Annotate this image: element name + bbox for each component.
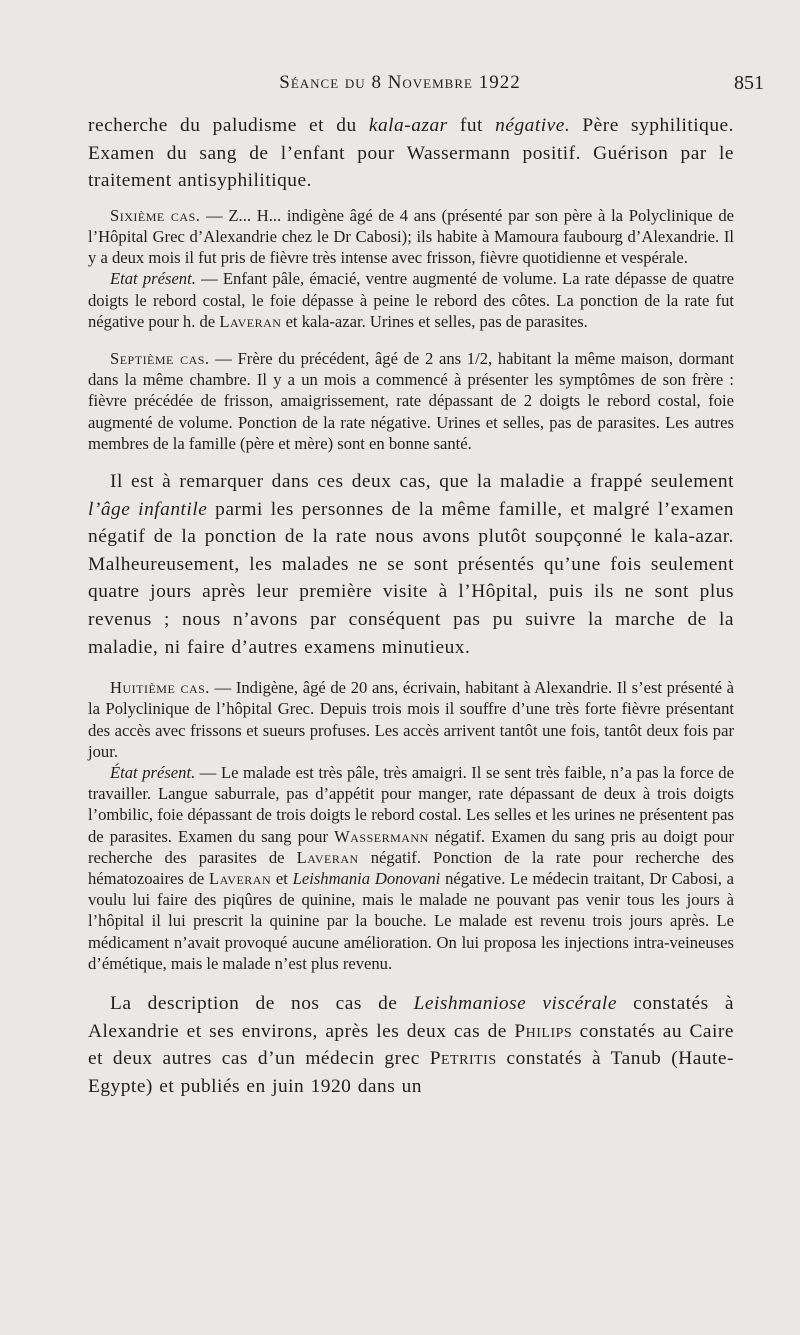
running-title: Séance du 8 Novembre 1922 [279, 72, 521, 93]
case-label: Sixième cas. [110, 205, 201, 225]
paragraph-description: La description de nos cas de Leishmaniose viscérale constatés à Alexandrie et ses environs, après les deux cas de Philips constatés au Caire et deux autres cas d’un médecin grec Petritis constatés à Tanub (Haute-Egypte) et publiés en juin 1920 dans un [88, 993, 735, 1097]
paragraph-kala-azar-conclusion: recherche du paludisme et du kala-azar fut négative. Père syphilitique. Examen du sang de l’enfant pour Wassermann positif. Guérison par le traitement antisyphilitique. [88, 115, 734, 192]
paragraph-seventh-case: Septième cas. — Frère du précédent, âgé de 2 ans 1/2, habitant la même maison, dormant dans la même chambre. Il y a un mois a commencé à présenter les symptômes de son frère : fièvre précédée de frisson, amaigrissement, rate dépassant de 2 doigts le rebord costal, foie augmenté de volume. Ponction de la rate négative. Urines et selles, pas de parasites. Les autres membres de la famille (père et mère) sont en bonne santé. [88, 349, 735, 453]
paragraph-remark: Il est à remarquer dans ces deux cas, que la maladie a frappé seulement l’âge infantile parmi les personnes de la même famille, et malgré l’examen négatif de la ponction de la rate nous avons plutôt soupçonné le kala-azar. Malheureusement, les malades ne se sont présentés qu’une fois seulement quatre jours après leur première visite à l’Hôpital, puis ils ne sont plus revenus ; nous n’avons par conséquent pas pu suivre la marche de la maladie, ni faire d’autres examens minutieux. [88, 471, 734, 658]
paragraph-sixth-case: Sixième cas. — Z... H... indigène âgé de 4 ans (présenté par son père à la Polyclinique de l’Hôpital Grec d’Alexandrie chez le Dr Cabosi); ils habite à Mamoura faubourg d’Alexandrie. Il y a deux mois il fut pris de fièvre très intense avec frisson, fièvre quotidienne et vespérale. [88, 205, 734, 268]
page-number: 851 [734, 72, 764, 94]
paragraph-eighth-case: Huitième cas. — Indigène, âgé de 20 ans, écrivain, habitant à Alexandrie. Il s’est présenté à la Polyclinique de l’hôpital Grec. Depuis trois mois il souffre d’une très forte fièvre présentant des accès avec frissons et sueurs profuses. Les accès arrivent tantôt une fois, tantôt deux fois par jour. [88, 678, 734, 761]
subheading: Etat présent. [110, 269, 196, 289]
subheading: État présent. [110, 762, 196, 782]
paragraph-sixth-case-present-state: Etat présent. — Enfant pâle, émacié, ventre augmenté de volume. La rate dépasse de quatre doigts le rebord costal, le foie dépasse à peine le rebord des côtes. La ponction de la rate fut négative pour h. de Laveran et kala-azar. Urines et selles, pas de parasites. [88, 269, 734, 331]
page-body [88, 112, 734, 1100]
case-label: Septième cas. [110, 349, 210, 368]
paragraph-eighth-case-present-state: État présent. — Le malade est très pâle, très amaigri. Il se sent très faible, n’a pas la force de travailler. Langue saburrale, pas d’appétit pour manger, rate dépassant de deux à trois doigts l’ombilic, foie dépassant de trois doigts le rebord costal. Les selles et les urines ne présentent pas de parasites. Examen du sang pour Wassermann négatif. Examen du sang pris au doigt pour recherche des parasites de Laveran négatif. Ponction de la rate pour recherche des hématozoaires de Laveran et Leishmania Donovani négative. Le médecin traitant, Dr Cabosi, a voulu lui faire des piqûres de quinine, mais le malade ne pouvant pas venir tous les jours à l’hôpital il lui prescrit la quinine par la bouche. Le malade est revenu trois jours après. Le médicament n’avait provoqué aucune amélioration. On lui proposa les injections intra-veineuses d’émétique, mais le malade n’est plus revenu. [88, 762, 734, 973]
case-label: Huitième cas. [110, 678, 210, 698]
page-header [0, 72, 800, 102]
